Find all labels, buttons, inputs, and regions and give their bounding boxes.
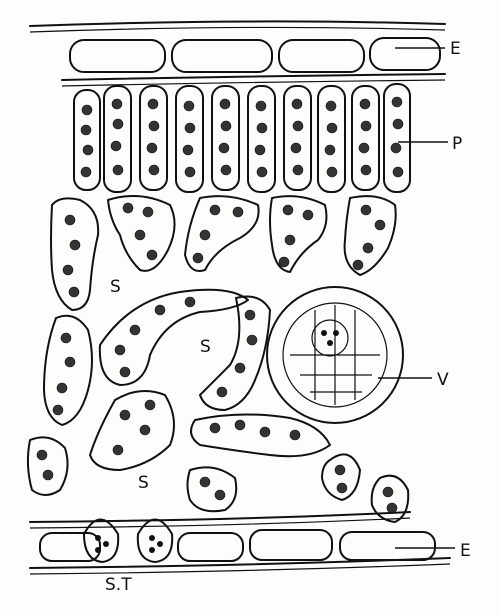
label-stoma: S.T	[105, 575, 132, 595]
label-palisade: P	[452, 134, 463, 154]
label-upper-epidermis: E	[450, 39, 461, 59]
label-space-3: S	[138, 473, 149, 493]
spongy-mesophyll	[28, 196, 408, 522]
label-space-1: S	[110, 277, 121, 297]
palisade-layer	[74, 84, 410, 192]
upper-epidermis	[30, 21, 445, 86]
vascular-bundle	[267, 287, 403, 423]
label-vascular-bundle: V	[437, 370, 449, 390]
leader-lines	[378, 48, 455, 548]
label-lower-epidermis: E	[460, 541, 471, 561]
label-space-2: S	[200, 337, 211, 357]
